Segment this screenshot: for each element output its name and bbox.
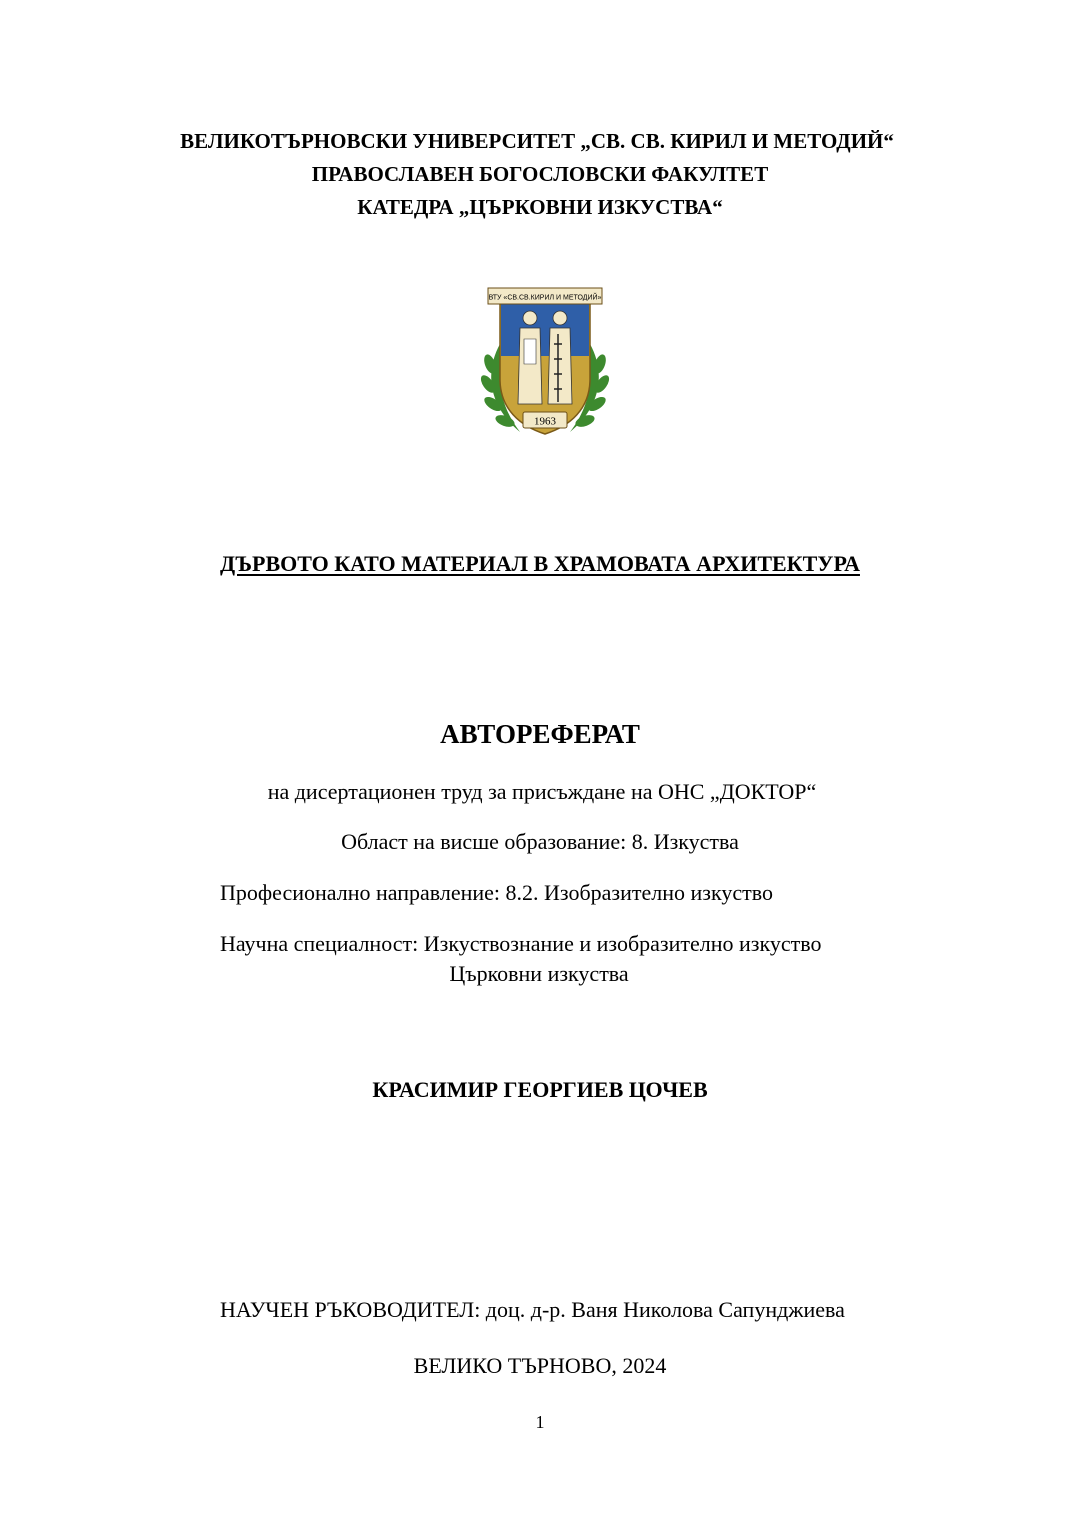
professional-direction: Професионално направление: 8.2. Изобразително изкуство <box>220 880 773 905</box>
page-number: 1 <box>535 1412 545 1432</box>
university-name: ВЕЛИКОТЪРНОВСКИ УНИВЕРСИТЕТ „СВ. СВ. КИРИЛ И МЕТОДИЙ“ <box>180 129 894 153</box>
university-crest-icon <box>480 284 610 444</box>
supervisor: НАУЧЕН РЪКОВОДИТЕЛ: доц. д-р. Ваня Николова Сапунджиева <box>220 1297 845 1322</box>
degree-purpose: на дисертационен труд за присъждане на ОНС „ДОКТОР“ <box>267 779 817 804</box>
document-type: АВТОРЕФЕРАТ <box>440 719 640 749</box>
specialty-subtitle: Църковни изкуства <box>449 961 629 986</box>
field-of-education: Област на висше образование: 8. Изкуства <box>341 829 739 854</box>
author-name: КРАСИМИР ГЕОРГИЕВ ЦОЧЕВ <box>372 1077 708 1102</box>
faculty-name: ПРАВОСЛАВЕН БОГОСЛОВСКИ ФАКУЛТЕТ <box>311 162 769 186</box>
place-and-year: ВЕЛИКО ТЪРНОВО, 2024 <box>413 1353 667 1378</box>
crest-banner-text: ВТУ «СВ.СВ.КИРИЛ И МЕТОДИЙ» <box>488 294 602 302</box>
scientific-specialty: Научна специалност: Изкуствознание и изобразително изкуство <box>220 931 822 956</box>
thesis-title: ДЪРВОТО КАТО МАТЕРИАЛ В ХРАМОВАТА АРХИТЕКТУРА <box>220 551 860 576</box>
department-name: КАТЕДРА „ЦЪРКОВНИ ИЗКУСТВА“ <box>357 195 723 219</box>
crest-year: 1963 <box>534 415 556 428</box>
